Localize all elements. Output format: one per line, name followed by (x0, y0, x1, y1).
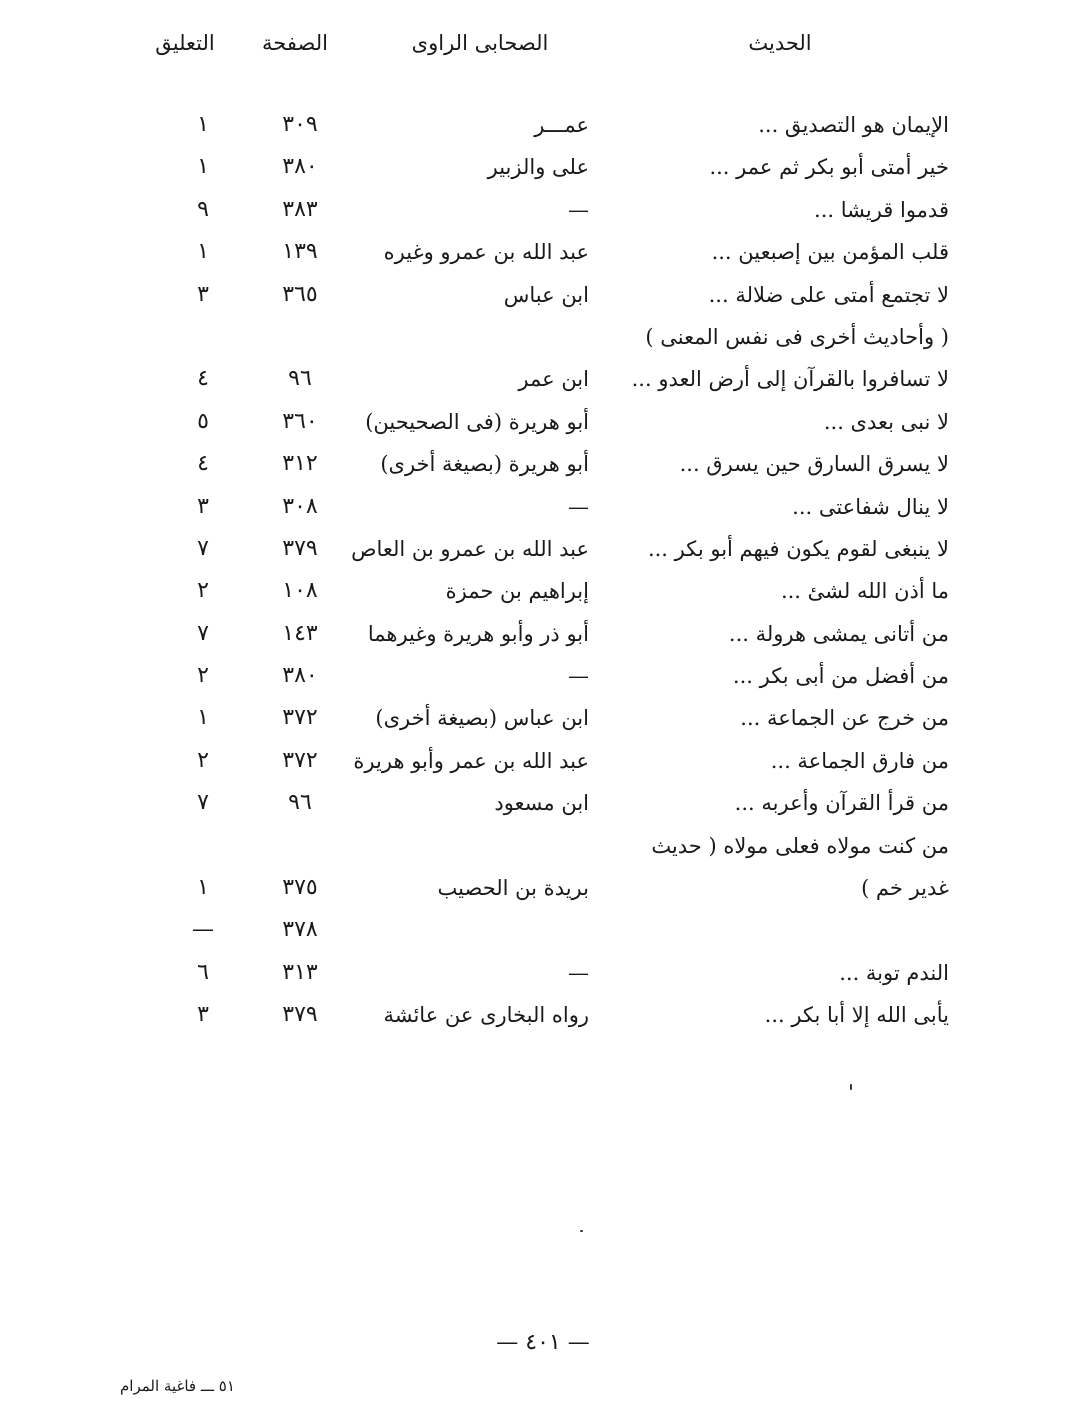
narrator-text: عبد الله بن عمرو بن العاص (351, 536, 589, 561)
hadith-text: غدير خم ) (861, 876, 949, 901)
hadith-text: من فارق الجماعة ... (770, 748, 949, 773)
table-row (0, 655, 1087, 697)
hadith-text: يأبى الله إلا أبا بكر ... (764, 1003, 949, 1028)
table-row (0, 231, 1087, 273)
note-ref: ٧ (197, 620, 209, 646)
note-ref: ٤ (197, 451, 209, 477)
hadith-index-table (0, 104, 1087, 1037)
narrator-text: ابن عباس (بصيغة أخرى) (375, 706, 589, 731)
page-ref: ٣٧٢ (282, 705, 318, 731)
hadith-text: قدموا قريشا ... (814, 197, 949, 222)
note-ref: ١ (197, 875, 209, 901)
hadith-text: خير أمتى أبو بكر ثم عمر ... (709, 155, 949, 180)
hadith-text: الإيمان هو التصديق ... (758, 113, 949, 137)
hadith-text: لا تسافروا بالقرآن إلى أرض العدو ... (631, 367, 949, 392)
page-ref: ٣٠٩ (282, 112, 318, 137)
narrator-text: ابن عمر (518, 367, 589, 392)
hadith-text: من كنت مولاه فعلى مولاه ( حديث (651, 833, 949, 858)
note-ref: ١ (197, 239, 209, 265)
table-row (0, 443, 1087, 485)
narrator-text: عمـــر (534, 113, 589, 137)
note-ref: ٧ (197, 535, 209, 561)
note-ref: — (192, 917, 214, 943)
hadith-text: من أتانى يمشى هرولة ... (728, 621, 949, 646)
note-ref: ٢ (197, 578, 209, 604)
page-ref: ٣٧٨ (282, 917, 318, 943)
narrator-text: عبد الله بن عمرو وغيره (383, 240, 589, 265)
table-row (0, 697, 1087, 739)
table-row (0, 401, 1087, 443)
table-row (0, 909, 1087, 951)
page-ref: ٣١٢ (282, 451, 318, 477)
note-ref: ١ (197, 154, 209, 180)
narrator-text: أبو هريرة (فى الصحيحين) (365, 409, 589, 434)
narrator-text: ابن مسعود (494, 791, 589, 816)
narrator-text: أبو ذر وأبو هريرة وغيرهما (367, 621, 589, 646)
hadith-text: لا يسرق السارق حين يسرق ... (679, 452, 949, 477)
page-ref: ١٠٨ (282, 578, 318, 604)
table-row (0, 274, 1087, 316)
table-row (0, 613, 1087, 655)
page-ref: ٣٧٢ (282, 747, 318, 773)
note-ref: ٣ (197, 493, 209, 519)
narrator-text: على والزبير (487, 155, 589, 180)
table-row (0, 994, 1087, 1036)
table-row (0, 570, 1087, 612)
table-row (0, 104, 1087, 146)
hadith-text: لا ينبغى لقوم يكون فيهم أبو بكر ... (647, 536, 949, 561)
narrator-text: — (568, 494, 589, 519)
table-row (0, 358, 1087, 400)
narrator-text: — (568, 960, 589, 985)
table-row (0, 189, 1087, 231)
hadith-text: ( وأحاديث أخرى فى نفس المعنى ) (645, 324, 949, 349)
header-narrator: الصحابى الراوى (411, 31, 549, 55)
print-speck (580, 1230, 583, 1232)
narrator-text: ابن عباس (503, 282, 589, 307)
narrator-text: بريدة بن الحصيب (437, 876, 589, 901)
note-ref: ٧ (197, 790, 209, 816)
header-note: التعليق (155, 31, 215, 55)
narrator-text: عبد الله بن عمر وأبو هريرة (353, 748, 589, 773)
note-ref: ١ (197, 705, 209, 731)
hadith-text: من خرج عن الجماعة ... (740, 706, 949, 731)
page-ref: ٣٠٨ (282, 493, 318, 519)
note-ref: ٥ (197, 408, 209, 434)
page-ref: ٣٦٠ (282, 408, 318, 434)
page-ref: ٣٧٩ (282, 535, 318, 561)
narrator-text: رواه البخارى عن عائشة (383, 1003, 589, 1028)
page-ref: ٣١٣ (282, 959, 318, 985)
page-ref: ٣٨٠ (282, 154, 318, 180)
page-ref: ٣٨٠ (282, 663, 318, 689)
narrator-text: — (568, 197, 589, 222)
table-row (0, 486, 1087, 528)
narrator-text: أبو هريرة (بصيغة أخرى) (380, 452, 589, 477)
hadith-text: قلب المؤمن بين إصبعين ... (711, 240, 949, 265)
hadith-text: الندم توبة ... (839, 960, 949, 985)
note-ref: ٢ (197, 747, 209, 773)
table-row (0, 782, 1087, 824)
page-ref: ٣٧٩ (282, 1002, 318, 1028)
hadith-text: من أفضل من أبى بكر ... (732, 664, 949, 689)
note-ref: ٣ (197, 281, 209, 307)
hadith-text: لا تجتمع أمتى على ضلالة ... (708, 282, 949, 307)
page-ref: ١٣٩ (282, 239, 318, 265)
page-ref: ٩٦ (288, 790, 312, 816)
table-row (0, 952, 1087, 994)
note-ref: ١ (197, 112, 209, 137)
page-ref: ٩٦ (288, 366, 312, 392)
note-ref: ٦ (197, 959, 209, 985)
hadith-text: من قرأ القرآن وأعربه ... (734, 791, 949, 816)
table-row (0, 867, 1087, 909)
narrator-text: — (568, 664, 589, 689)
print-speck (850, 1084, 852, 1090)
narrator-text: إبراهيم بن حمزة (445, 579, 589, 604)
header-page: الصفحة (262, 31, 328, 55)
page-ref: ١٤٣ (282, 620, 318, 646)
footer-signature: ٥١ ـــ فاغية المرام (120, 1377, 235, 1395)
table-row (0, 740, 1087, 782)
page-ref: ٣٧٥ (282, 875, 318, 901)
header-hadith: الحديث (748, 31, 812, 55)
table-row (0, 316, 1087, 358)
page-ref: ٣٨٣ (282, 196, 318, 222)
note-ref: ٣ (197, 1002, 209, 1028)
note-ref: ٤ (197, 366, 209, 392)
hadith-text: لا ينال شفاعتى ... (792, 494, 949, 519)
table-row (0, 825, 1087, 867)
note-ref: ٩ (197, 196, 209, 222)
note-ref: ٢ (197, 663, 209, 689)
table-row (0, 146, 1087, 188)
table-row (0, 528, 1087, 570)
hadith-text: ما أذن الله لشئ ... (780, 579, 949, 604)
page-ref: ٣٦٥ (282, 281, 318, 307)
hadith-text: لا نبى بعدى ... (823, 409, 949, 434)
page-number: — ٤٠١ — (496, 1330, 590, 1355)
